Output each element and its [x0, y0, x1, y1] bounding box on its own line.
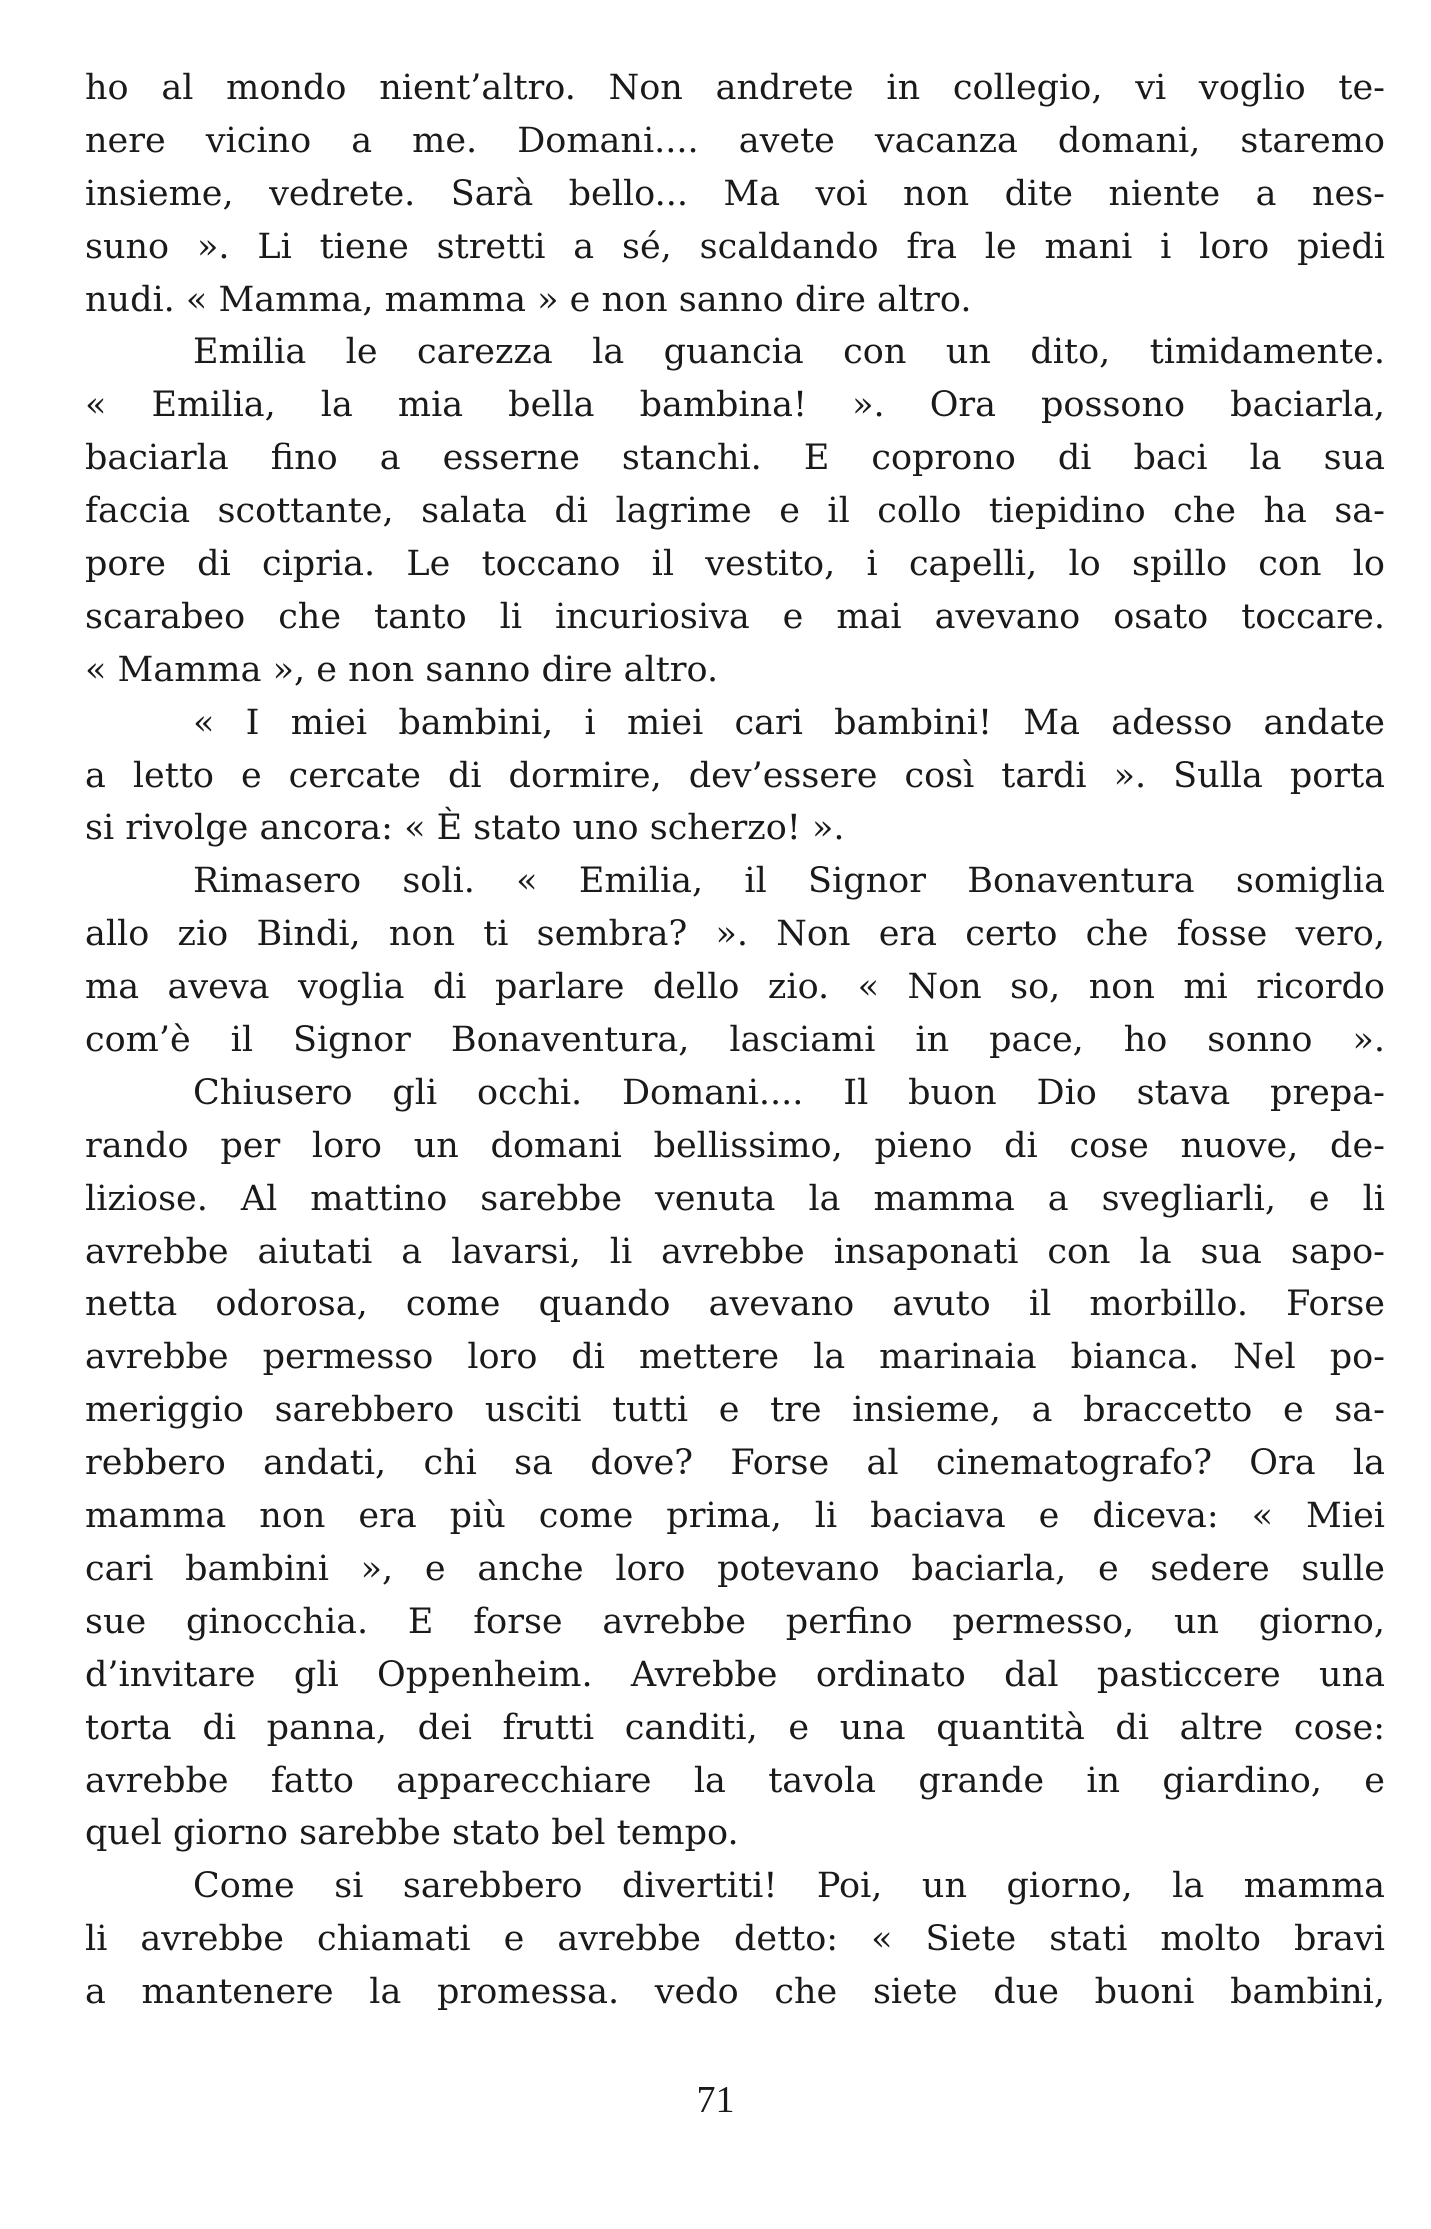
text-line: allo zio Bindi, non ti sembra? ». Non era certo che fosse vero, — [85, 914, 1385, 955]
text-line: a mantenere la promessa. vedo che siete due buoni bambini, — [85, 1972, 1385, 2013]
text-line: ma aveva voglia di parlare dello zio. « Non so, non mi ricordo — [85, 967, 1385, 1008]
text-line: avrebbe fatto apparecchiare la tavola grande in giardino, e — [85, 1760, 1385, 1801]
text-block — [85, 62, 1385, 2019]
text-line: avrebbe permesso loro di mettere la marinaia bianca. Nel po- — [85, 1337, 1385, 1378]
text-line: ho al mondo nient’altro. Non andrete in collegio, vi voglio te- — [85, 68, 1385, 108]
text-line: insieme, vedrete. Sarà bello... Ma voi non dite niente a nes- — [85, 173, 1385, 214]
text-line: sue ginocchia. E forse avrebbe perfino permesso, un giorno, — [85, 1601, 1385, 1642]
text-line: meriggio sarebbero usciti tutti e tre insieme, a braccetto e sa- — [85, 1390, 1385, 1431]
text-line: avrebbe aiutati a lavarsi, li avrebbe insaponati con la sua sapo- — [85, 1231, 1385, 1272]
text-line: cari bambini », e anche loro potevano baciarla, e sedere sulle — [85, 1548, 1385, 1589]
text-line: pore di cipria. Le toccano il vestito, i capelli, lo spillo con lo — [85, 544, 1385, 585]
text-line: nere vicino a me. Domani.... avete vacanza domani, staremo — [85, 120, 1385, 161]
text-line: Emilia le carezza la guancia con un dito, timidamente. — [193, 332, 1385, 373]
text-line: faccia scottante, salata di lagrime e il collo tiepidino che ha sa- — [85, 491, 1385, 532]
text-line: Rimasero soli. « Emilia, il Signor Bonaventura somiglia — [193, 861, 1385, 902]
text-line: scarabeo che tanto li incuriosiva e mai avevano osato toccare. — [85, 596, 1385, 637]
text-line: si rivolge ancora: « È stato uno scherzo! ». — [85, 808, 845, 849]
text-line: mamma non era più come prima, li baciava e diceva: « Miei — [85, 1496, 1385, 1537]
text-line: suno ». Li tiene stretti a sé, scaldando fra le mani i loro piedi — [85, 226, 1385, 267]
text-line: baciarla fino a esserne stanchi. E coprono di baci la sua — [85, 438, 1385, 479]
text-line: netta odorosa, come quando avevano avuto il morbillo. Forse — [85, 1284, 1385, 1325]
text-line: « Mamma », e non sanno dire altro. — [85, 649, 719, 690]
page-number: 71 — [696, 2079, 735, 2121]
text-line: quel giorno sarebbe stato bel tempo. — [85, 1813, 739, 1854]
text-line: rando per loro un domani bellissimo, pieno di cose nuove, de- — [85, 1125, 1385, 1166]
text-line: li avrebbe chiamati e avrebbe detto: « Siete stati molto bravi — [85, 1919, 1385, 1960]
text-line: liziose. Al mattino sarebbe venuta la mamma a svegliarli, e li — [85, 1178, 1385, 1219]
text-line: « Emilia, la mia bella bambina! ». Ora possono baciarla, — [85, 385, 1385, 426]
text-line: d’invitare gli Oppenheim. Avrebbe ordinato dal pasticcere una — [85, 1654, 1385, 1695]
text-line: nudi. « Mamma, mamma » e non sanno dire altro. — [85, 279, 972, 320]
text-line: « I miei bambini, i miei cari bambini! Ma adesso andate — [193, 702, 1385, 743]
text-line: Come si sarebbero divertiti! Poi, un giorno, la mamma — [193, 1866, 1385, 1907]
text-line: rebbero andati, chi sa dove? Forse al cinematografo? Ora la — [85, 1443, 1385, 1484]
text-line: com’è il Signor Bonaventura, lasciami in pace, ho sonno ». — [85, 1020, 1385, 1061]
text-line: torta di panna, dei frutti canditi, e una quantità di altre cose: — [85, 1707, 1385, 1748]
text-line: Chiusero gli occhi. Domani.... Il buon Dio stava prepa- — [193, 1072, 1385, 1113]
text-line: a letto e cercate di dormire, dev’essere così tardi ». Sulla porta — [85, 755, 1385, 796]
